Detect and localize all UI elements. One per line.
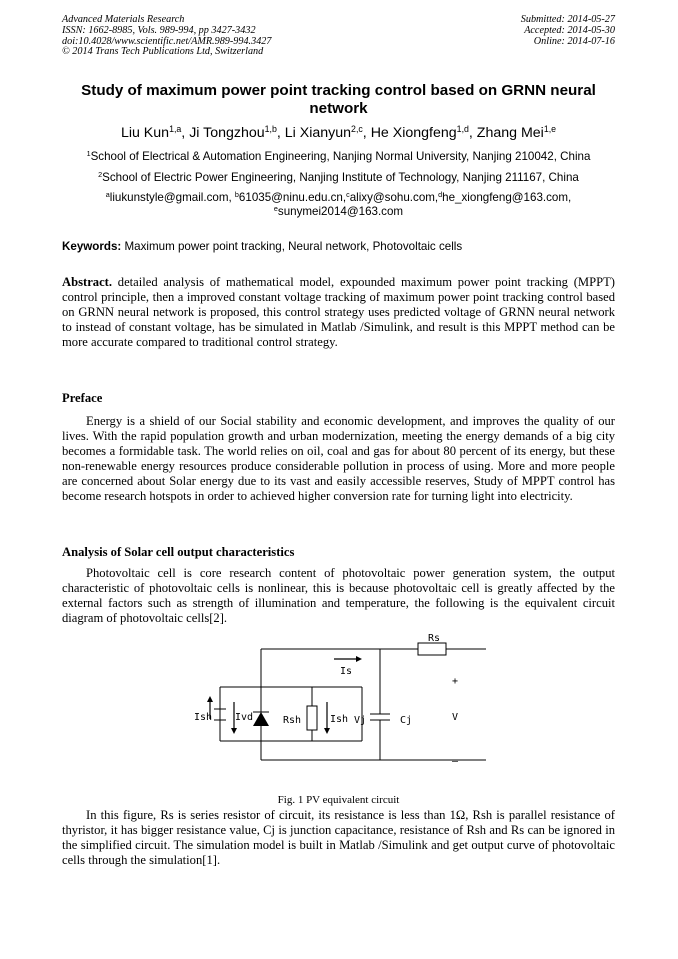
label-rs: Rs: [428, 634, 441, 644]
label-v: V: [452, 712, 459, 723]
paper-title: Study of maximum power point tracking control based on GRNN neural network: [81, 82, 596, 117]
ish-left-arrow-head: [207, 696, 213, 702]
author-list: Liu Kun$^{1,a}$, Ji Tongzhou$^{1,b}$, Li Xianyun$^{2,c}$, He Xiongfeng$^{1,d}$, Zhang Mei$^{1,e}$: [120, 124, 557, 141]
ish-right-arrow-head: [324, 728, 330, 734]
label-ivd: Ivd: [235, 712, 254, 723]
abstract-label: Abstract.: [62, 275, 113, 289]
author: Zhang Mei$^{1,e}$: [476, 124, 557, 141]
pv-equivalent-circuit-figure: [190, 634, 490, 794]
label-rsh: Rsh: [283, 715, 302, 726]
email-list: $^a$liukunstyle@gmail.com, $^b$61035@ninu.edu.cn,$^c$alixy@sohu.com,$^d$he_xiongfeng@163.com, $^e$sunymei2014@163.com: [105, 190, 572, 218]
author: Liu Kun$^{1,a}$: [120, 124, 182, 141]
preface-paragraph: Energy is a shield of our Social stability and economic development, and improves the quality of our lives. With the rapid population growth and urban modernization, meeting the energy demands of a big city becomes a formidable task. The world relies on oil, coal and gas for about 80 percent of its energy, but these non-renewable energy resources produce considerable pollution in process of using. More and more people are concerned about Solar energy due to its vast and easily accessible reserves, Study of MPPT control has become research hotspots in order to achieved higher conversion rate for turning light into electricity.: [62, 414, 615, 503]
rs-resistor: [418, 643, 446, 655]
online-date: Online: 2014-07-16: [533, 35, 615, 47]
submitted-date: Submitted: 2014-05-27: [520, 14, 615, 25]
figure-caption: Fig. 1 PV equivalent circuit: [277, 794, 400, 806]
abstract: Abstract. detailed analysis of mathematical model, expounded maximum power point tracking (MPPT) control principle, then a improved constant voltage tracking of maximum power point tracking control based on GRNN neural network is proposed, this control strategy uses predicted voltage of GRNN neural network to instead of constant voltage, has be simulated in Matlab /Simulink, and result is this MPPT method can be more accurate compared to traditional control strategy.: [62, 275, 615, 349]
circuit-diagram: [190, 634, 490, 794]
journal-header: [62, 15, 271, 58]
journal-doi: doi:10.4028/www.scientific.net/AMR.989-994.3427: [62, 35, 272, 47]
journal-name: Advanced Materials Research: [62, 14, 185, 25]
label-cj: Cj: [400, 715, 413, 726]
affiliation-1: $^1$School of Electrical & Automation Engineering, Nanjing Normal University, Nanjing 210042, China: [86, 149, 591, 163]
journal-copyright: © 2014 Trans Tech Publications Ltd, Switzerland: [62, 46, 264, 58]
label-plus: +: [452, 676, 459, 687]
analysis-paragraph: Photovoltaic cell is core research content of photovoltaic power generation system, the output characteristic of photovoltaic cells is nonlinear, this is because photovoltaic cell is greatly affected by the external factors such as strength of illumination and temperature, the following is the equivalent circuit diagram of photovoltaic cells[2].: [62, 566, 615, 625]
label-vj: Vj: [354, 715, 367, 726]
accepted-date: Accepted: 2014-05-30: [524, 24, 615, 36]
journal-issn: ISSN: 1662-8985, Vols. 989-994, pp 3427-3432: [62, 24, 256, 36]
ivd-arrow-head: [231, 728, 237, 734]
label-ish-left: Ish: [194, 712, 213, 723]
author: Li Xianyun$^{2,c}$: [284, 124, 363, 141]
is-arrow-head: [356, 656, 362, 662]
dates-header: [521, 15, 615, 47]
diode-triangle: [253, 712, 269, 726]
label-ish-right: Ish: [330, 714, 349, 725]
rsh-resistor: [307, 706, 317, 730]
label-is: Is: [340, 666, 353, 677]
figure-explanation-paragraph: In this figure, Rs is series resistor of circuit, its resistance is less than 1Ω, Rsh is parallel resistance of thyristor, it has bigger resistance value, Cj is junction capacitance, resistance of Rsh and Rs can be ignored in the simplified circuit. The simulation model is built in Matlab /Simulink and get output curve of photovoltaic cells through the simulation[1].: [62, 808, 615, 867]
author: He Xiongfeng$^{1,d}$: [370, 124, 469, 141]
section-heading-analysis: Analysis of Solar cell output characteristics: [62, 545, 295, 559]
section-heading-preface: Preface: [62, 391, 103, 405]
keywords: Keywords: Maximum power point tracking, Neural network, Photovoltaic cells: [62, 240, 463, 253]
label-minus: –: [452, 756, 459, 767]
affiliation-2: $^2$School of Electric Power Engineering, Nanjing Institute of Technology, Nanjing 211167, China: [98, 170, 579, 184]
author: Ji Tongzhou$^{1,b}$: [189, 124, 277, 141]
